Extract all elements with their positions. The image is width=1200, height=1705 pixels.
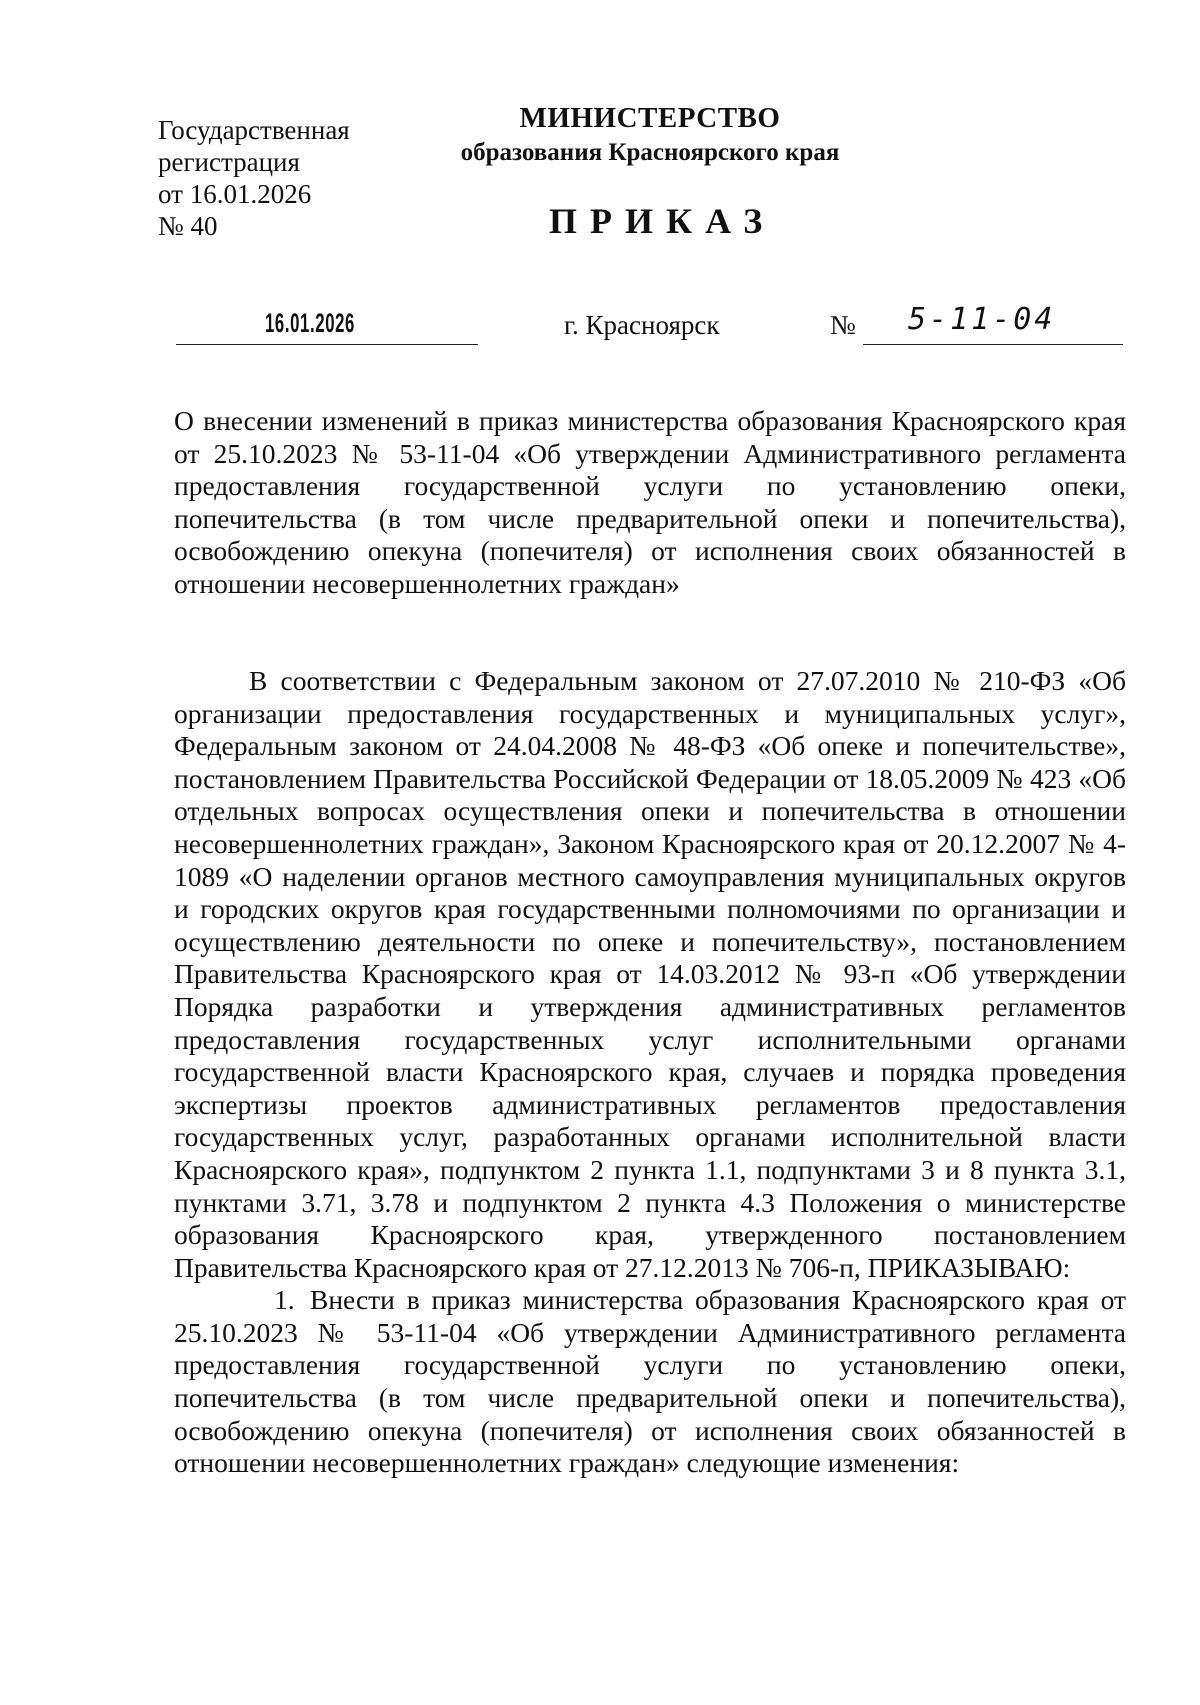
- registration-date: от 16.01.2026: [158, 179, 312, 209]
- ministry-header: [420, 100, 880, 170]
- registration-line-2: регистрация: [158, 147, 300, 177]
- list-item: [174, 1284, 1126, 1480]
- ministry-subtitle: образования Красноярского края: [460, 139, 840, 166]
- document-type-title: ПРИКАЗ: [549, 201, 776, 241]
- registration-number: № 40: [158, 211, 218, 241]
- document-number: 5-11-04: [908, 302, 1056, 337]
- date-stamp: 16.01.2026: [265, 308, 355, 338]
- city-label: г. Красноярск: [564, 310, 720, 340]
- ministry-title: МИНИСТЕРСТВО: [519, 102, 781, 134]
- item-number: 1.: [274, 1284, 295, 1316]
- preamble-paragraph: В соответствии с Федеральным законом от 27.07.2010 № 210-ФЗ «Об организации предоставления государственных и муниципальных услуг», Федеральным законом от 24.04.2008 № 48-ФЗ «Об опеке и попечительстве», постановлением Правительства Российской Федерации от 18.05.2009 № 423 «Об отдельных вопросах осуществления опеки и попечительства в отношении несовершеннолетних граждан», Законом Красноярского края от 20.12.2007 № 4-1089 «О наделении органов местного самоуправления муниципальных округов и городских округов края государственными полномочиями по организации и осуществлению деятельности по опеке и попечительству», постановлением Правительства Красноярского края от 14.03.2012 № 93-п «Об утверждении Порядка разработки и утверждения административных регламентов предоставления государственных услуг исполнительными органами государственной власти Красноярского края, случаев и порядка проведения экспертизы проектов административных регламентов предоставления государственных услуг, разработанных органами исполнительной власти Красноярского края», подпунктом 2 пункта 1.1, подпунктами 3 и 8 пункта 3.1, пунктами 3.71, 3.78 и подпунктом 2 пункта 4.3 Положения о министерстве образования Красноярского края, утвержденного постановлением Правительства Красноярского края от 27.12.2013 № 706-п, ПРИКАЗЫВАЮ:: [174, 665, 1126, 1283]
- number-label: №: [830, 310, 856, 340]
- date-field: [176, 308, 478, 345]
- document-subject: О внесении изменений в приказ министерства образования Красноярского края от 25.10.2023 № 53-11-04 «Об утверждении Административного регламента предоставления государственной услуги по установлению опеки, попечительства (в том числе предварительной опеки и попечительства), освобождению опекуна (попечителя) от исполнения своих обязанностей в отношении несовершеннолетних граждан»: [174, 405, 1126, 599]
- registration-block: [158, 114, 350, 242]
- document-body: [174, 665, 1126, 1480]
- registration-line-1: Государственная: [158, 115, 350, 145]
- number-field: [863, 302, 1123, 345]
- item-text: Внести в приказ министерства образования Красноярского края от 25.10.2023 № 53-11-04 «Об утверждении Административного регламента предоставления государственной услуги по установлению опеки, попечительства (в том числе предварительной опеки и попечительства), освобождению опекуна (попечителя) от исполнения своих обязанностей в отношении несовершеннолетних граждан» следующие изменения:: [174, 1284, 1126, 1479]
